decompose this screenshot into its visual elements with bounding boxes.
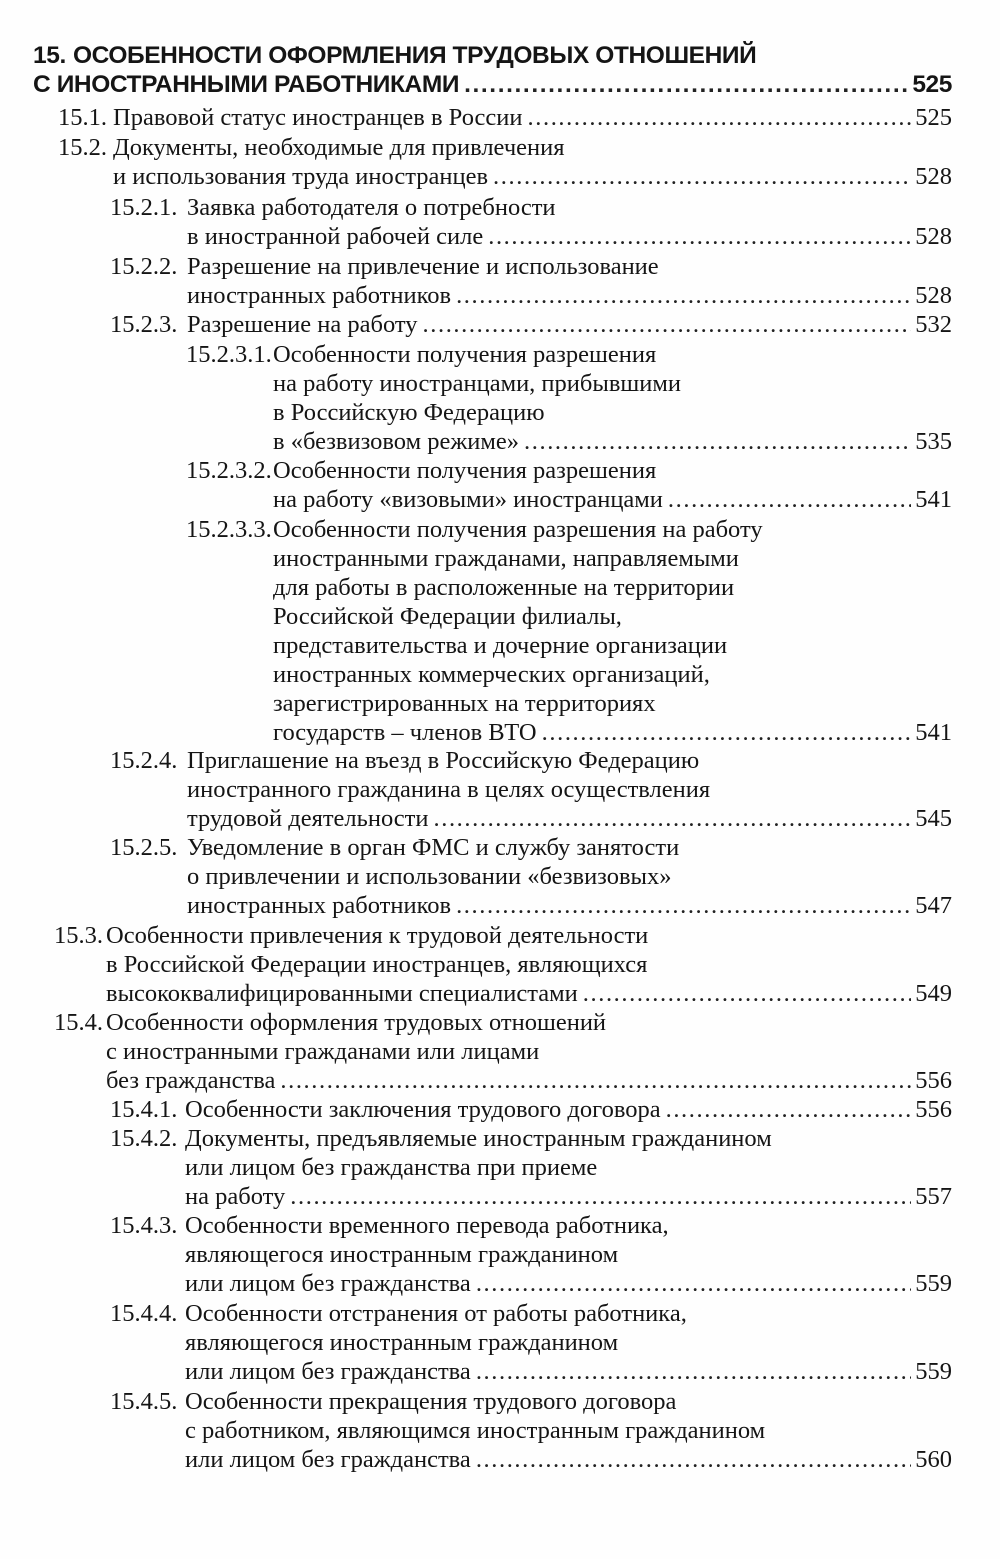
- entry-page-number: 560: [915, 1446, 952, 1473]
- dot-leader: [476, 1445, 911, 1475]
- dot-leader: [493, 162, 911, 192]
- entry-title-line: являющегося иностранным гражданином: [185, 1329, 619, 1356]
- entry-page-number: 545: [915, 805, 952, 832]
- entry-title-line: или лицом без гражданства при приеме: [185, 1154, 598, 1181]
- entry-page-number: 556: [915, 1067, 952, 1094]
- entry-title-line: Разрешение на привлечение и использование: [187, 253, 659, 280]
- dot-leader: [476, 1269, 911, 1299]
- entry-number: 15.2.5.: [110, 834, 178, 861]
- entry-title-text: в «безвизовом режиме»: [273, 428, 520, 455]
- entry-title-line: [185, 1269, 952, 1299]
- entry-title-text: в иностранной рабочей силе: [187, 223, 484, 250]
- entry-page-number: 547: [915, 892, 952, 919]
- entry-title-line: [185, 1445, 952, 1475]
- dot-leader: [476, 1357, 911, 1387]
- entry-title-line: Заявка работодателя о потребности: [187, 194, 556, 221]
- entry-number: 15.2.: [58, 134, 107, 161]
- entry-page-number: 549: [915, 980, 952, 1007]
- entry-title-line: Особенности оформления трудовых отношений: [106, 1009, 607, 1036]
- entry-page-number: 541: [915, 719, 952, 746]
- chapter-title-line-1: ОСОБЕННОСТИ ОФОРМЛЕНИЯ ТРУДОВЫХ ОТНОШЕНИЙ: [73, 42, 757, 69]
- entry-title-line: Документы, предъявляемые иностранным гражданином: [185, 1125, 772, 1152]
- entry-number: 15.4.2.: [110, 1125, 178, 1152]
- entry-number: 15.2.1.: [110, 194, 178, 221]
- entry-title-line: [273, 485, 952, 515]
- entry-title-text: государств – членов ВТО: [273, 719, 537, 746]
- entry-page-number: 532: [915, 311, 952, 338]
- dot-leader: [542, 718, 912, 748]
- entry-page-number: 559: [915, 1270, 952, 1297]
- entry-title-text: Разрешение на работу: [187, 311, 418, 338]
- dot-leader: [666, 1095, 912, 1125]
- entry-title-line: зарегистрированных на территориях: [273, 690, 656, 717]
- entry-title-line: [187, 804, 952, 834]
- entry-title-line: иностранных коммерческих организаций,: [273, 661, 710, 688]
- entry-title-line: представительства и дочерние организации: [273, 632, 728, 659]
- dot-leader: [290, 1182, 911, 1212]
- entry-page-number: 556: [915, 1096, 952, 1123]
- entry-title-text: на работу: [185, 1183, 286, 1210]
- dot-leader: [583, 979, 911, 1009]
- dot-leader: [524, 427, 911, 457]
- entry-title-line: в Российской Федерации иностранцев, являющихся: [106, 951, 648, 978]
- entry-title-text: Особенности заключения трудового договора: [185, 1096, 661, 1123]
- entry-title-line: в Российскую Федерацию: [273, 399, 545, 426]
- entry-title-line: с иностранными гражданами или лицами: [106, 1038, 540, 1065]
- entry-title-line: являющегося иностранным гражданином: [185, 1241, 619, 1268]
- entry-title-text: без гражданства: [106, 1067, 276, 1094]
- entry-title-line: с работником, являющимся иностранным гражданином: [185, 1417, 766, 1444]
- dot-leader: [280, 1066, 911, 1096]
- entry-page-number: 528: [915, 282, 952, 309]
- chapter-title-line-2[interactable]: [33, 70, 952, 100]
- entry-page-number: 525: [915, 104, 952, 131]
- entry-title-text: на работу «визовыми» иностранцами: [273, 486, 663, 513]
- chapter-title-text: С ИНОСТРАННЫМИ РАБОТНИКАМИ: [33, 71, 460, 98]
- entry-page-number: 528: [915, 223, 952, 250]
- entry-title-line: [187, 310, 952, 340]
- entry-number: 15.2.4.: [110, 747, 178, 774]
- dot-leader: [528, 103, 912, 133]
- entry-title-text: высококвалифицированными специалистами: [106, 980, 578, 1007]
- entry-number: 15.4.: [54, 1009, 103, 1036]
- entry-title-line: иностранного гражданина в целях осуществления: [187, 776, 711, 803]
- chapter-page-number: 525: [912, 71, 952, 98]
- entry-title-line: [185, 1095, 952, 1125]
- entry-title-text: трудовой деятельности: [187, 805, 429, 832]
- entry-number: 15.4.1.: [110, 1096, 178, 1123]
- entry-page-number: 535: [915, 428, 952, 455]
- entry-number: 15.4.3.: [110, 1212, 178, 1239]
- chapter-number: 15.: [33, 42, 66, 69]
- entry-title-line: на работу иностранцами, прибывшими: [273, 370, 681, 397]
- entry-number: 15.2.3.: [110, 311, 178, 338]
- entry-page-number: 557: [915, 1183, 952, 1210]
- entry-title-text: и использования труда иностранцев: [113, 163, 489, 190]
- entry-title-line: Приглашение на въезд в Российскую Федерацию: [187, 747, 700, 774]
- entry-title-line: Особенности получения разрешения: [273, 457, 657, 484]
- entry-number: 15.2.3.1.: [186, 341, 272, 368]
- entry-title-line: [187, 281, 952, 311]
- entry-title-line: Особенности временного перевода работника,: [185, 1212, 669, 1239]
- entry-title-text: иностранных работников: [187, 892, 452, 919]
- entry-title-text: или лицом без гражданства: [185, 1270, 471, 1297]
- entry-title-line: [187, 222, 952, 252]
- entry-number: 15.4.4.: [110, 1300, 178, 1327]
- entry-title-line: Особенности привлечения к трудовой деятельности: [106, 922, 649, 949]
- entry-title-line: иностранными гражданами, направляемыми: [273, 545, 739, 572]
- entry-title-line: Уведомление в орган ФМС и службу занятости: [187, 834, 680, 861]
- entry-title-line: [106, 1066, 952, 1096]
- entry-title-line: [273, 718, 952, 748]
- entry-number: 15.2.3.3.: [186, 516, 272, 543]
- entry-title-text: или лицом без гражданства: [185, 1446, 471, 1473]
- entry-number: 15.2.3.2.: [186, 457, 272, 484]
- entry-title-line: Особенности прекращения трудового договора: [185, 1388, 677, 1415]
- entry-title-line: [113, 103, 952, 133]
- entry-title-line: Особенности отстранения от работы работника,: [185, 1300, 687, 1327]
- entry-title-line: [187, 891, 952, 921]
- entry-title-line: [273, 427, 952, 457]
- dot-leader: [423, 310, 912, 340]
- entry-title-line: [113, 162, 952, 192]
- entry-title-text: Правовой статус иностранцев в России: [113, 104, 523, 131]
- entry-number: 15.3.: [54, 922, 103, 949]
- entry-title-line: Особенности получения разрешения: [273, 341, 657, 368]
- entry-title-line: [106, 979, 952, 1009]
- entry-number: 15.4.5.: [110, 1388, 178, 1415]
- dot-leader: [456, 281, 911, 311]
- dot-leader: [456, 891, 911, 921]
- entry-page-number: 541: [915, 486, 952, 513]
- entry-title-text: или лицом без гражданства: [185, 1358, 471, 1385]
- entry-title-line: для работы в расположенные на территории: [273, 574, 735, 601]
- entry-page-number: 528: [915, 163, 952, 190]
- entry-number: 15.1.: [58, 104, 107, 131]
- dot-leader: [464, 70, 908, 100]
- entry-page-number: 559: [915, 1358, 952, 1385]
- entry-title-line: Особенности получения разрешения на работу: [273, 516, 763, 543]
- entry-title-text: иностранных работников: [187, 282, 452, 309]
- entry-title-line: Документы, необходимые для привлечения: [113, 134, 565, 161]
- entry-title-line: Российской Федерации филиалы,: [273, 603, 622, 630]
- dot-leader: [668, 485, 911, 515]
- entry-title-line: [185, 1357, 952, 1387]
- entry-title-line: о привлечении и использовании «безвизовых»: [187, 863, 672, 890]
- dot-leader: [488, 222, 911, 252]
- dot-leader: [434, 804, 912, 834]
- entry-number: 15.2.2.: [110, 253, 178, 280]
- entry-title-line: [185, 1182, 952, 1212]
